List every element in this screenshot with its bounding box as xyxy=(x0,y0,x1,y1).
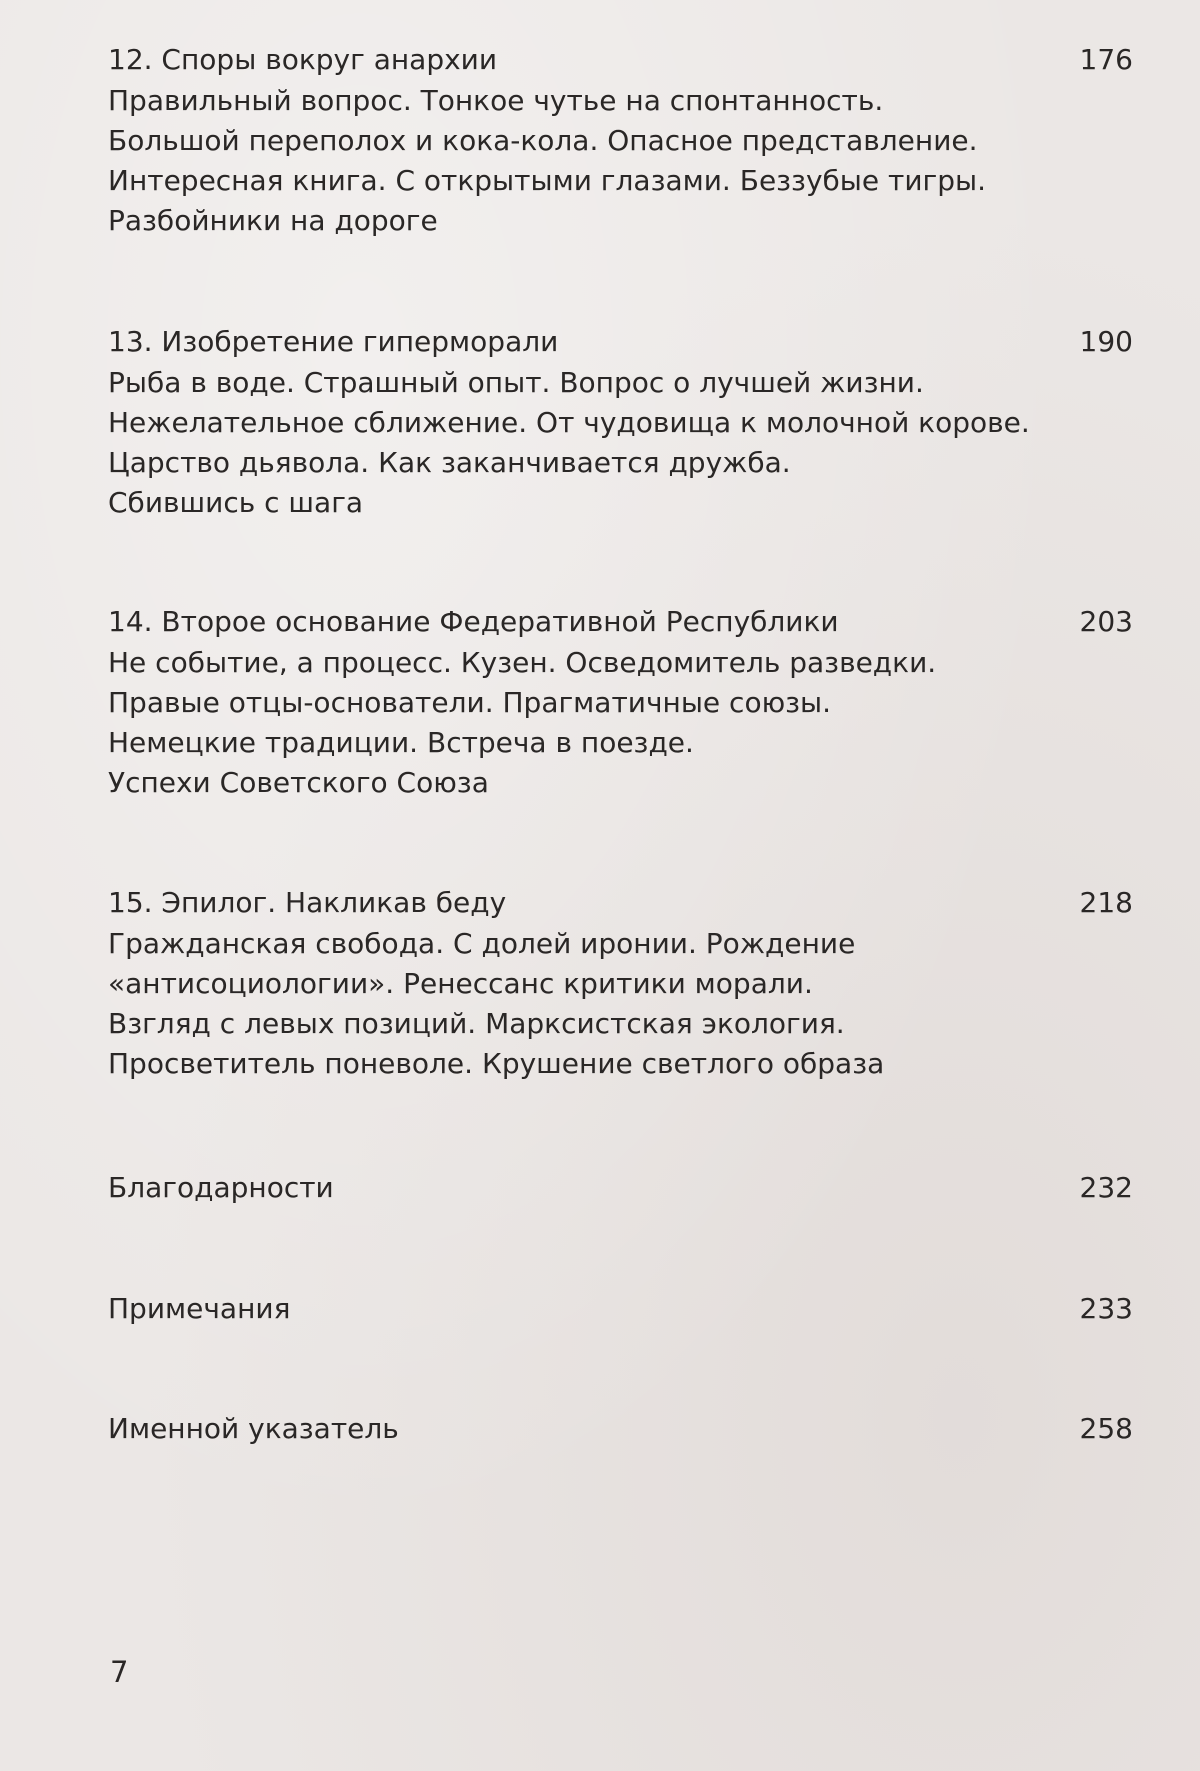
subtopic-line: Правые отцы-основатели. Прагматичные союзы. xyxy=(108,686,832,719)
toc-entry-chapter-15 xyxy=(108,883,1133,1084)
subtopic-line: Нежелательное сближение. От чудовища к молочной корове. xyxy=(108,406,1030,439)
subtopic-line: Просветитель поневоле. Крушение светлого образа xyxy=(108,1047,885,1080)
subtopic-line: Сбившись с шага xyxy=(108,486,364,519)
chapter-subtopics xyxy=(108,363,1133,523)
section-title: Примечания xyxy=(108,1292,291,1325)
toc-entry-chapter-14 xyxy=(108,602,1133,803)
toc-entry-head xyxy=(108,1289,1133,1329)
subtopic-line: Правильный вопрос. Тонкое чутье на спонтанность. xyxy=(108,84,884,117)
subtopic-line: Рыба в воде. Страшный опыт. Вопрос о лучшей жизни. xyxy=(108,366,924,399)
subtopic-line: Интересная книга. С открытыми глазами. Беззубые тигры. xyxy=(108,164,987,197)
toc-entry-chapter-12 xyxy=(108,40,1133,241)
chapter-subtopics xyxy=(108,81,1133,241)
toc-entry-head xyxy=(108,1409,1133,1449)
toc-entry-name-index xyxy=(108,1409,1133,1449)
subtopic-line: Немецкие традиции. Встреча в поезде. xyxy=(108,726,694,759)
page-folio: 7 xyxy=(110,1655,129,1689)
chapter-subtopics xyxy=(108,643,1133,803)
subtopic-line: Гражданская свобода. С долей иронии. Рождение xyxy=(108,927,856,960)
toc-entry-head xyxy=(108,322,1133,362)
page-number: 233 xyxy=(1079,1292,1133,1325)
subtopic-line: Разбойники на дороге xyxy=(108,204,438,237)
chapter-title: 12. Споры вокруг анархии xyxy=(108,43,498,76)
subtopic-line: Взгляд с левых позиций. Марксистская экология. xyxy=(108,1007,845,1040)
section-title: Именной указатель xyxy=(108,1412,399,1445)
chapter-title: 14. Второе основание Федеративной Республики xyxy=(108,605,839,638)
toc-entry-acknowledgements xyxy=(108,1168,1133,1208)
toc-entry-head xyxy=(108,602,1133,642)
toc-entry-head xyxy=(108,883,1133,923)
toc-entry-head xyxy=(108,1168,1133,1208)
subtopic-line: Большой переполох и кока-кола. Опасное представление. xyxy=(108,124,978,157)
page-number: 203 xyxy=(1079,605,1133,638)
subtopic-line: Царство дьявола. Как заканчивается дружба. xyxy=(108,446,791,479)
subtopic-line: Успехи Советского Союза xyxy=(108,766,489,799)
chapter-title: 13. Изобретение гиперморали xyxy=(108,325,559,358)
page-number: 176 xyxy=(1079,43,1133,76)
toc-entry-notes xyxy=(108,1289,1133,1329)
section-title: Благодарности xyxy=(108,1171,334,1204)
page-number: 258 xyxy=(1079,1412,1133,1445)
page-number: 232 xyxy=(1079,1171,1133,1204)
chapter-title: 15. Эпилог. Накликав беду xyxy=(108,886,507,919)
toc-entry-chapter-13 xyxy=(108,322,1133,523)
page-number: 218 xyxy=(1079,886,1133,919)
toc-entry-head xyxy=(108,40,1133,80)
chapter-subtopics xyxy=(108,924,1133,1084)
subtopic-line: «антисоциологии». Ренессанс критики морали. xyxy=(108,967,813,1000)
page-number: 190 xyxy=(1079,325,1133,358)
subtopic-line: Не событие, а процесс. Кузен. Осведомитель разведки. xyxy=(108,646,937,679)
